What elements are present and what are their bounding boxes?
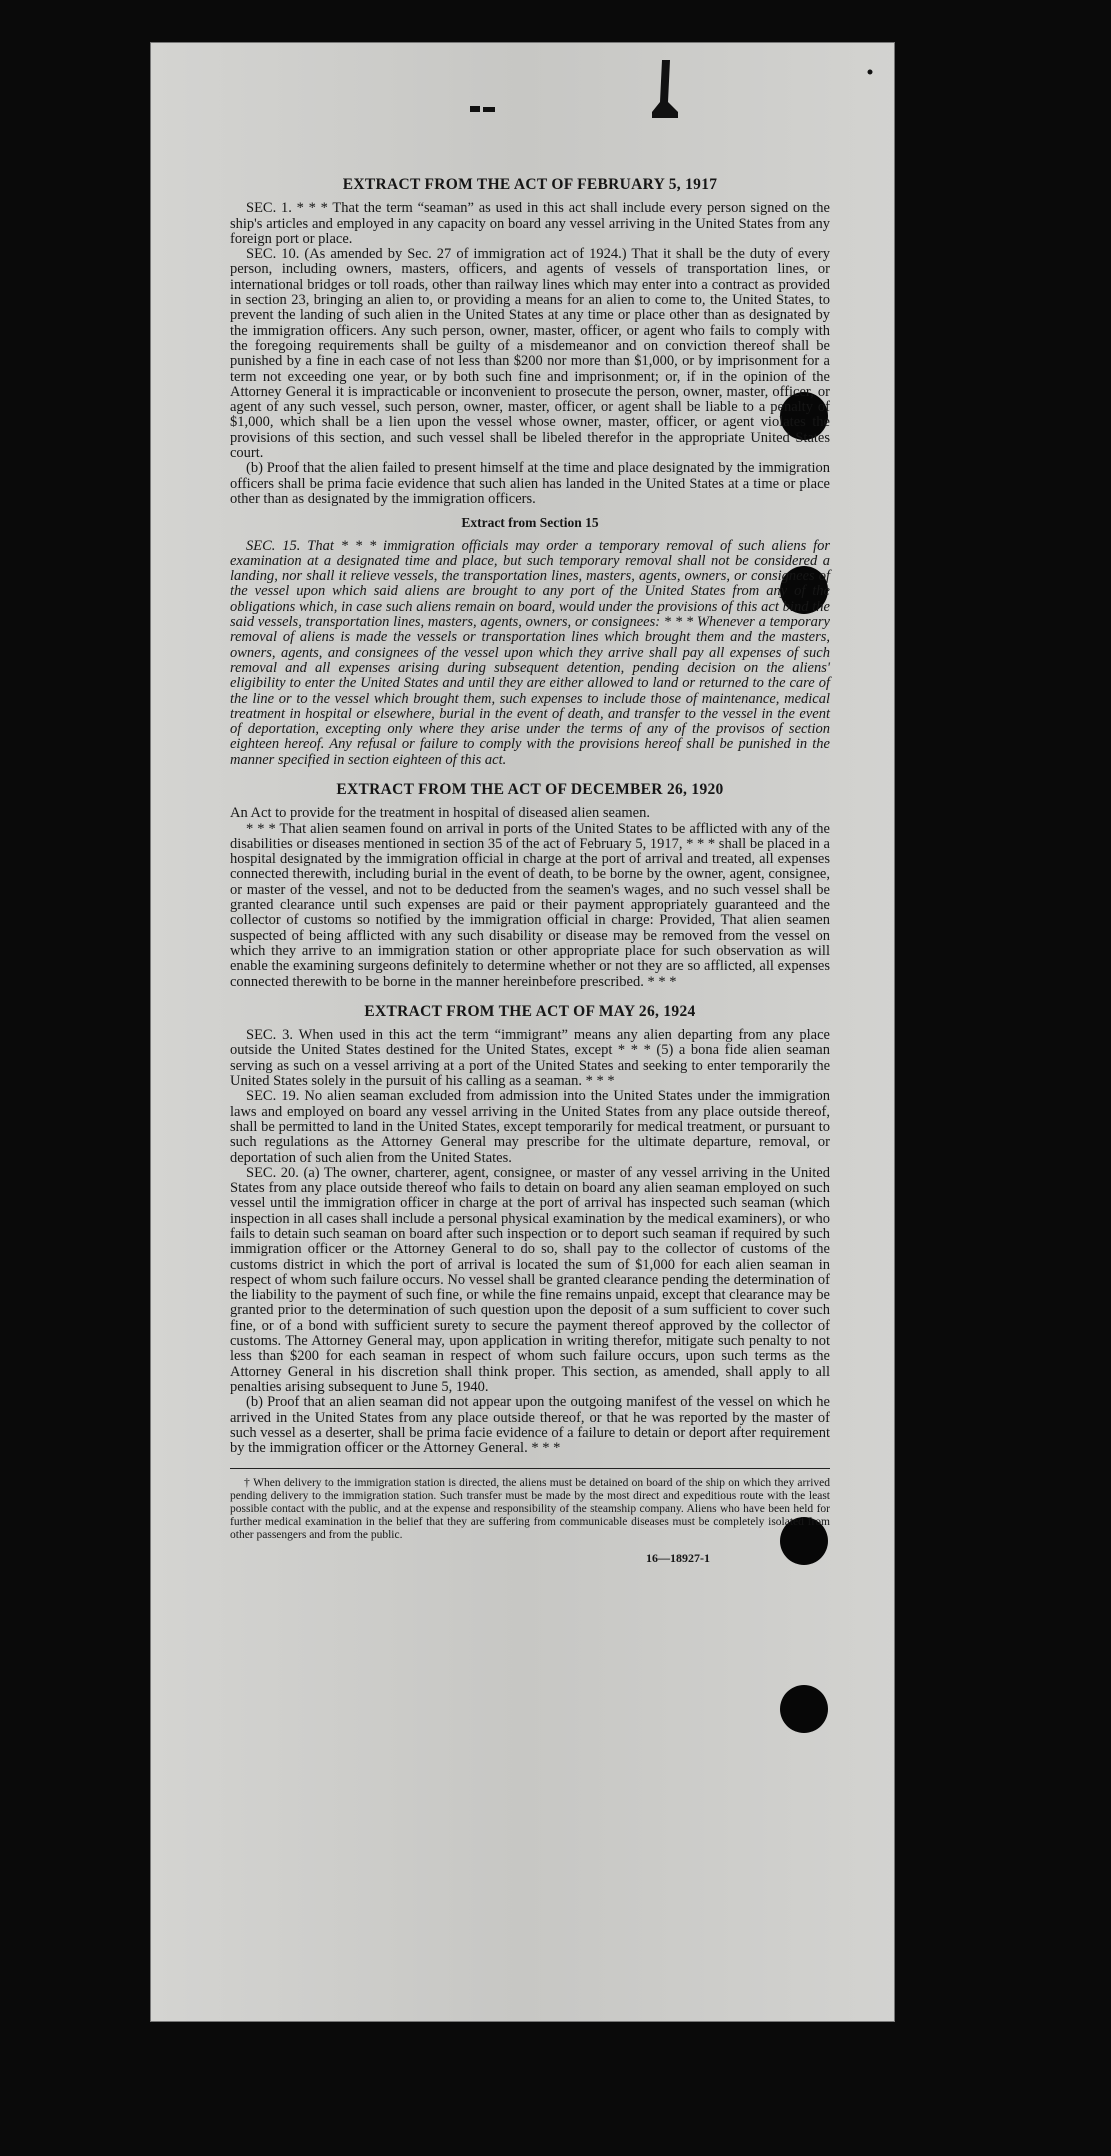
paragraph-sec-10: SEC. 10. (As amended by Sec. 27 of immigration act of 1924.) That it shall be the duty of every person, including owners, masters, officers, and agents of vessels of transportation lines, or international bridges or toll roads, other than railway lines which may enter into a contract as provided in section 23, bringing an alien to, or providing a means for an alien to come to, the United States, to prevent the landing of such alien in the United States at any time or place other than as designated by the immigration officers. Any such person, owner, master, officer, or agent who fails to comply with the foregoing requirements shall be guilty of a misdemeanor and on conviction thereof shall be punished by a fine in each case of not less than $200 nor more than $1,000, or by imprisonment for a term not exceeding one year, or by both such fine and imprisonment; or, if in the opinion of the Attorney General it is impracticable or inconvenient to prosecute the person, owner, master, officer, or agent of any such vessel, such person, owner, master, officer, or agent shall be liable to a penalty of $1,000, which shall be a lien upon the vessel whose owner, master, officer, or agent violates the provisions of this section, and such vessel shall be libeled therefor in the appropriate United States court. (230, 246, 830, 462)
speck (868, 70, 873, 75)
paragraph-sec-20-a: SEC. 20. (a) The owner, charterer, agent, consignee, or master of any vessel arriving in the United States from any place outside thereof who fails to detain on board any alien seaman employed on such vessel until the immigration officer in charge at the port of arrival has inspected such seaman (which inspection in all cases shall include a personal physical examination by the medical examiners), or who fails to detain such seaman on board after such inspection or to deport such seaman if required by such immigration officer or the Attorney General to do so, shall pay to the collector of customs of the customs district in which the port of arrival is located the sum of $1,000 for each alien seaman in respect of whom such failure occurs. No vessel shall be granted clearance pending the determination of the liability to the payment of such fine, or while the fine remains unpaid, except that clearance may be granted prior to the determination of such question upon the deposit of a sum sufficient to cover such fine, or of a bond with sufficient surety to secure the payment thereof approved by the collector of customs. The Attorney General may, upon application in writing therefor, mitigate such penalty to not less than $200 for each seaman in respect of whom such failure occurs, upon such terms as the Attorney General in his discretion shall think proper. This section, as amended, shall apply to all penalties arising subsequent to June 5, 1940. (230, 1164, 830, 1395)
paragraph-sec-10-b: (b) Proof that the alien failed to present himself at the time and place designated by the immigration officers shall be prima facie evidence that such alien has landed in the United States at a time or place other than as designated by the immigration officers. (230, 460, 830, 507)
paragraph-sec-20-b: (b) Proof that an alien seaman did not appear upon the outgoing manifest of the vessel on which he arrived in the United States from any place outside thereof, or that he was reported by the master of such vessel as a deserter, shall be prima facie evidence of a failure to detain or deport after requirement by the immigration officer or the Attorney General. * * * (230, 1394, 830, 1457)
heading-act-1924: EXTRACT FROM THE ACT OF MAY 26, 1924 (364, 1002, 696, 1020)
paragraph-sec-19: SEC. 19. No alien seaman excluded from admission into the United States under the immigration laws and employed on board any vessel arriving in the United States from any place outside thereof, shall be permitted to land in the United States, except temporarily for medical treatment, or pursuant to such regulations as the Attorney General may prescribe for the ultimate departure, removal, or deportation of such alien from the United States. (230, 1088, 830, 1166)
footnote: † When delivery to the immigration station is directed, the aliens must be detained on board of the ship on which they arrived pending delivery to the immigration station. Such transfer must be made by the most direct and expeditious route with the least possible contact with the public, and at the expense and responsibility of the steamship company. Aliens who have been held for further medical examination in the belief that they are suffering from communicable diseases must be completely isolated from other passengers and from the public. (230, 1477, 830, 1541)
staple-marks (150, 42, 895, 172)
heading-section-15: Extract from Section 15 (461, 515, 599, 531)
punch-hole-4 (780, 1685, 828, 1733)
paragraph-sec-1: SEC. 1. * * * That the term “seaman” as used in this act shall include every person signed on the ship's articles and employed in any capacity on board any vessel arriving in the United States from any foreign port or place. (230, 200, 830, 247)
paragraph-sec-15: SEC. 15. That * * * immigration officials may order a temporary removal of such aliens for examination at a designated time and place, but such temporary removal shall not be considered a landing, nor shall it relieve vessels, the transportation lines, masters, agents, owners, or consignees of the vessel upon which said aliens are brought to any port of the United States from any of the obligations which, in case such aliens remain on board, would under the provisions of this act bind the said vessels, transportation lines, masters, agents, owners, or consignees: * * * Whenever a temporary removal of aliens is made the vessels or transportation lines which brought them and the masters, owners, agents, and consignees of the vessel upon which they arrive shall pay all expenses of such removal and all expenses arising during subsequent detention, pending decision on the aliens' eligibility to enter the United States and until they are either allowed to land or returned to the care of the line or to the vessel which brought them, such expenses to include those of maintenance, medical treatment in hospital or elsewhere, burial in the event of death, and transfer to the vessel in the event of deportation, excepting only where they arise under the terms of any of the provisos of section eighteen hereof. Any refusal or failure to comply with the provisions hereof shall be punished in the manner specified in section eighteen of this act. (230, 537, 830, 768)
document-text (230, 177, 830, 1567)
staple-mark-left (470, 106, 480, 112)
staple-mark-center (483, 107, 495, 112)
paragraph-sec-3: SEC. 3. When used in this act the term “immigrant” means any alien departing from any place outside the United States destined for the United States, except * * * (5) a bona fide alien seaman serving as such on a vessel arriving at a port of the United States and seeking to enter temporarily the United States solely in the pursuit of his calling as a seaman. * * * (230, 1027, 830, 1090)
document-page (150, 42, 895, 2022)
heading-act-1920: EXTRACT FROM THE ACT OF DECEMBER 26, 1920 (336, 780, 724, 798)
footnote-divider (230, 1468, 830, 1469)
form-number: 16—18927-1 (646, 1551, 710, 1566)
clip-mark (652, 60, 678, 118)
heading-act-1917: EXTRACT FROM THE ACT OF FEBRUARY 5, 1917 (342, 176, 718, 193)
paragraph-act-title-1920: An Act to provide for the treatment in hospital of diseased alien seamen. (230, 805, 650, 822)
paragraph-seamen-hospital: * * * That alien seamen found on arrival in ports of the United States to be afflicted with any of the disabilities or diseases mentioned in section 35 of the act of February 5, 1917, * * * shall be placed in a hospital designated by the immigration official in charge at the port of arrival and treated, all expenses connected therewith, including burial in the event of death, to be borne by the owner, agent, consignee, or master of the vessel, and not to be deducted from the seamen's wages, and no such vessel shall be granted clearance until such expenses are paid or their payment appropriately guaranteed and the collector of customs so notified by the immigration official in charge: Provided, That alien seamen suspected of being afflicted with any such disability or disease may be removed from the vessel on which they arrive to an immigration station or other appropriate place for such observation as will enable the examining surgeons definitely to determine whether or not they are so afflicted, all expenses connected therewith to be borne in the manner hereinbefore prescribed. * * * (230, 820, 830, 990)
